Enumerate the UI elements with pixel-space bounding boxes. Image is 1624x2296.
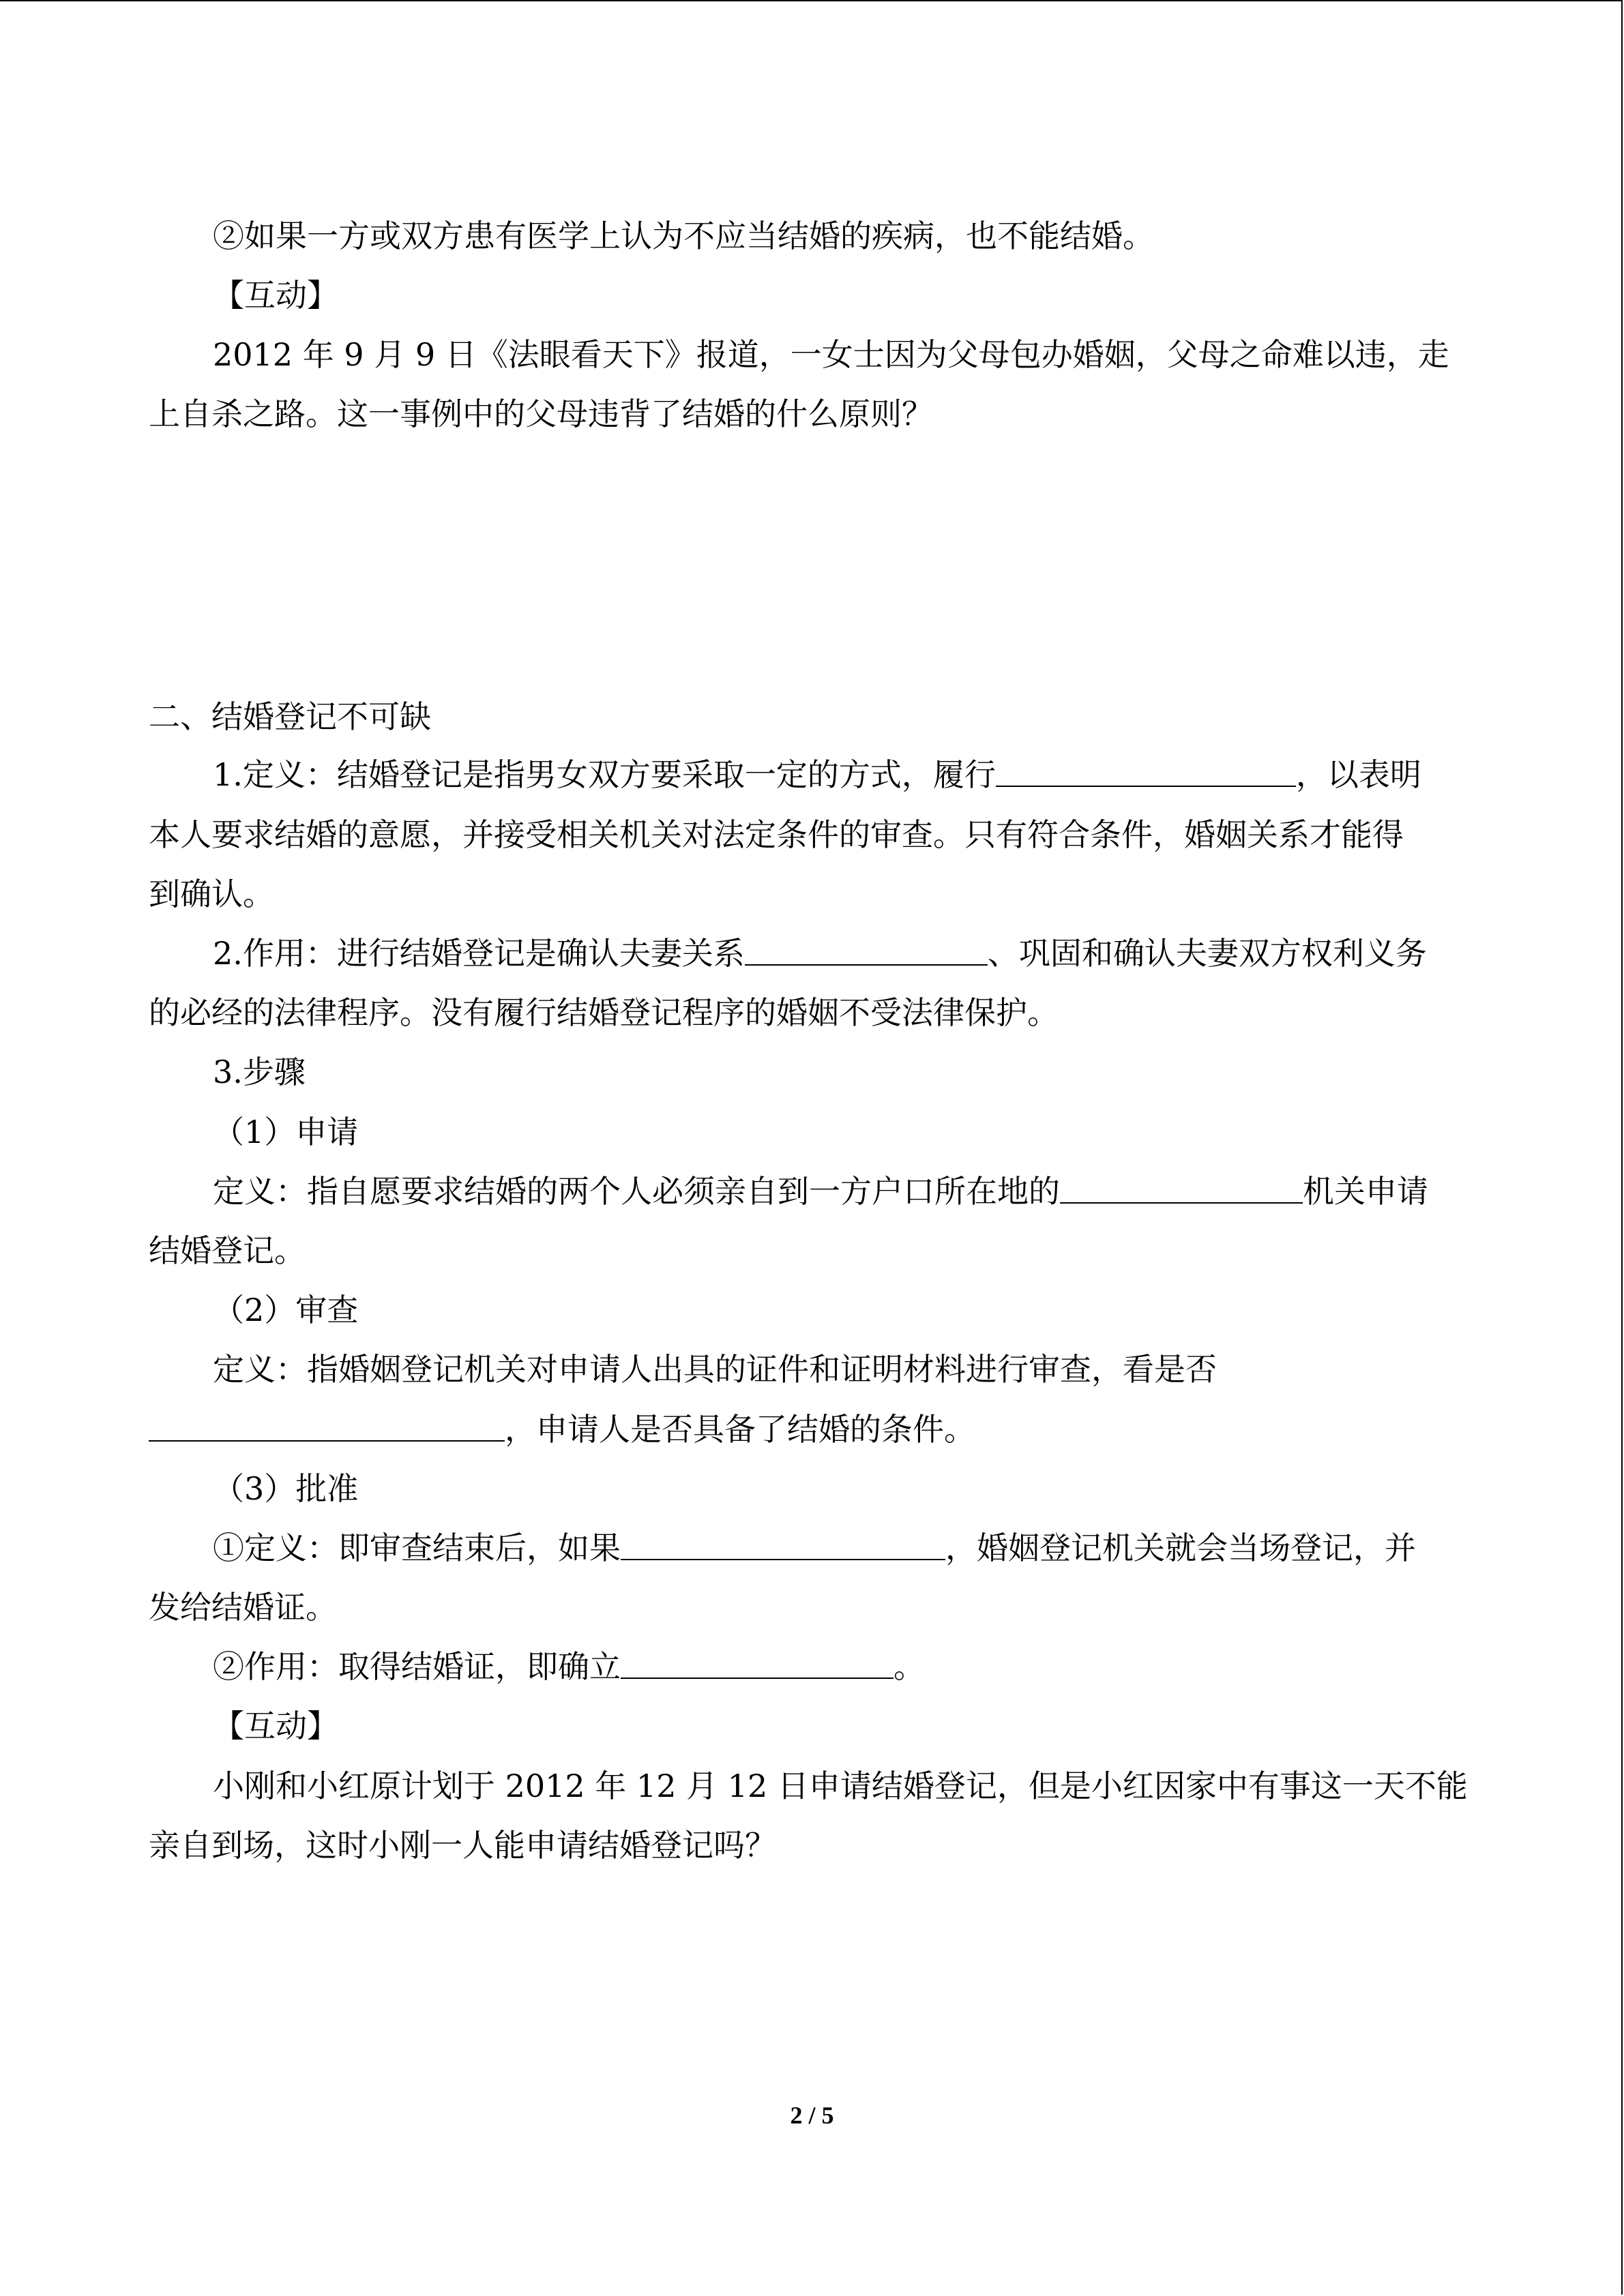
step-2-definition-line-2 <box>149 1410 1472 1448</box>
definition-line-1 <box>213 756 1472 794</box>
interaction-case-2-line-1 <box>213 1767 1472 1805</box>
text: 【互动】 <box>213 277 338 314</box>
text: ，以表明 <box>1295 756 1421 793</box>
step-3-definition-line-1 <box>213 1529 1472 1567</box>
step-2-definition-line-1 <box>213 1350 1472 1388</box>
section-title-marriage-registration <box>149 698 1472 736</box>
interaction-heading-1 <box>213 276 1472 314</box>
fill-in-blank[interactable] <box>621 1532 945 1560</box>
role-line-1 <box>213 934 1472 972</box>
fill-in-blank[interactable] <box>996 758 1296 787</box>
text: 2.作用：进行结婚登记是确认夫妻关系 <box>213 935 745 972</box>
text: （2）审查 <box>213 1292 359 1328</box>
step-1-definition-line-1 <box>213 1172 1472 1210</box>
text: ，婚姻登记机关就会当场登记，并 <box>945 1530 1416 1566</box>
step-3-role <box>213 1648 1472 1686</box>
text: （3）批准 <box>213 1470 359 1507</box>
text: 发给结婚证。 <box>149 1589 337 1626</box>
text: ，申请人是否具备了结婚的条件。 <box>505 1411 975 1448</box>
interaction-heading-2 <box>213 1707 1472 1745</box>
text: 结婚登记。 <box>149 1232 306 1269</box>
text: （1）申请 <box>213 1114 359 1150</box>
fill-in-blank[interactable] <box>1060 1175 1303 1204</box>
step-1-definition-line-2 <box>149 1232 1472 1270</box>
text: ②作用：取得结婚证，即确立 <box>213 1648 621 1685</box>
fill-in-blank[interactable] <box>149 1413 505 1442</box>
definition-line-2 <box>149 816 1472 854</box>
text: 1.定义：结婚登记是指男女双方要采取一定的方式，履行 <box>213 756 996 793</box>
text: 定义：指自愿要求结婚的两个人必须亲自到一方户口所在地的 <box>213 1173 1060 1210</box>
step-1-heading <box>213 1113 1472 1151</box>
text: 定义：指婚姻登记机关对申请人出具的证件和证明材料进行审查，看是否 <box>213 1351 1217 1388</box>
page-number: 2 / 5 <box>790 2102 834 2129</box>
interaction-case-1-line-1 <box>213 336 1472 374</box>
text: 到确认。 <box>149 876 274 912</box>
text: 、巩固和确认夫妻双方权利义务 <box>987 935 1427 972</box>
text: 2012 年 9 月 9 日《法眼看天下》报道，一女士因为父母包办婚姻，父母之命难以违，走 <box>213 336 1449 373</box>
text: 【互动】 <box>213 1708 338 1744</box>
fill-in-blank[interactable] <box>745 937 988 966</box>
text: ①定义：即审查结束后，如果 <box>213 1530 621 1566</box>
step-2-heading <box>213 1291 1472 1329</box>
text: 机关申请 <box>1303 1173 1428 1210</box>
paragraph-disease-condition <box>213 217 1472 255</box>
interaction-case-2-line-2 <box>149 1826 1472 1864</box>
text: 3.步骤 <box>213 1054 306 1090</box>
text: 亲自到场，这时小刚一人能申请结婚登记吗？ <box>149 1827 776 1864</box>
text: 的必经的法律程序。没有履行结婚登记程序的婚姻不受法律保护。 <box>149 994 1059 1031</box>
step-3-heading <box>213 1470 1472 1508</box>
text: 本人要求结婚的意愿，并接受相关机关对法定条件的审查。只有符合条件，婚姻关系才能得 <box>149 816 1404 853</box>
role-line-2 <box>149 994 1472 1032</box>
interaction-case-1-line-2 <box>149 395 1472 433</box>
text: 小刚和小红原计划于 2012 年 12 月 12 日申请结婚登记，但是小红因家中有事这一天不能 <box>213 1768 1468 1804</box>
text: 上自杀之路。这一事例中的父母违背了结婚的什么原则？ <box>149 396 933 432</box>
step-3-definition-line-2 <box>149 1588 1472 1626</box>
text: 二、结婚登记不可缺 <box>149 698 431 735</box>
text: 。 <box>894 1648 925 1685</box>
definition-line-3 <box>149 875 1472 913</box>
text: ②如果一方或双方患有医学上认为不应当结婚的疾病，也不能结婚。 <box>213 218 1154 254</box>
steps-heading <box>213 1053 1472 1091</box>
fill-in-blank[interactable] <box>621 1650 894 1679</box>
